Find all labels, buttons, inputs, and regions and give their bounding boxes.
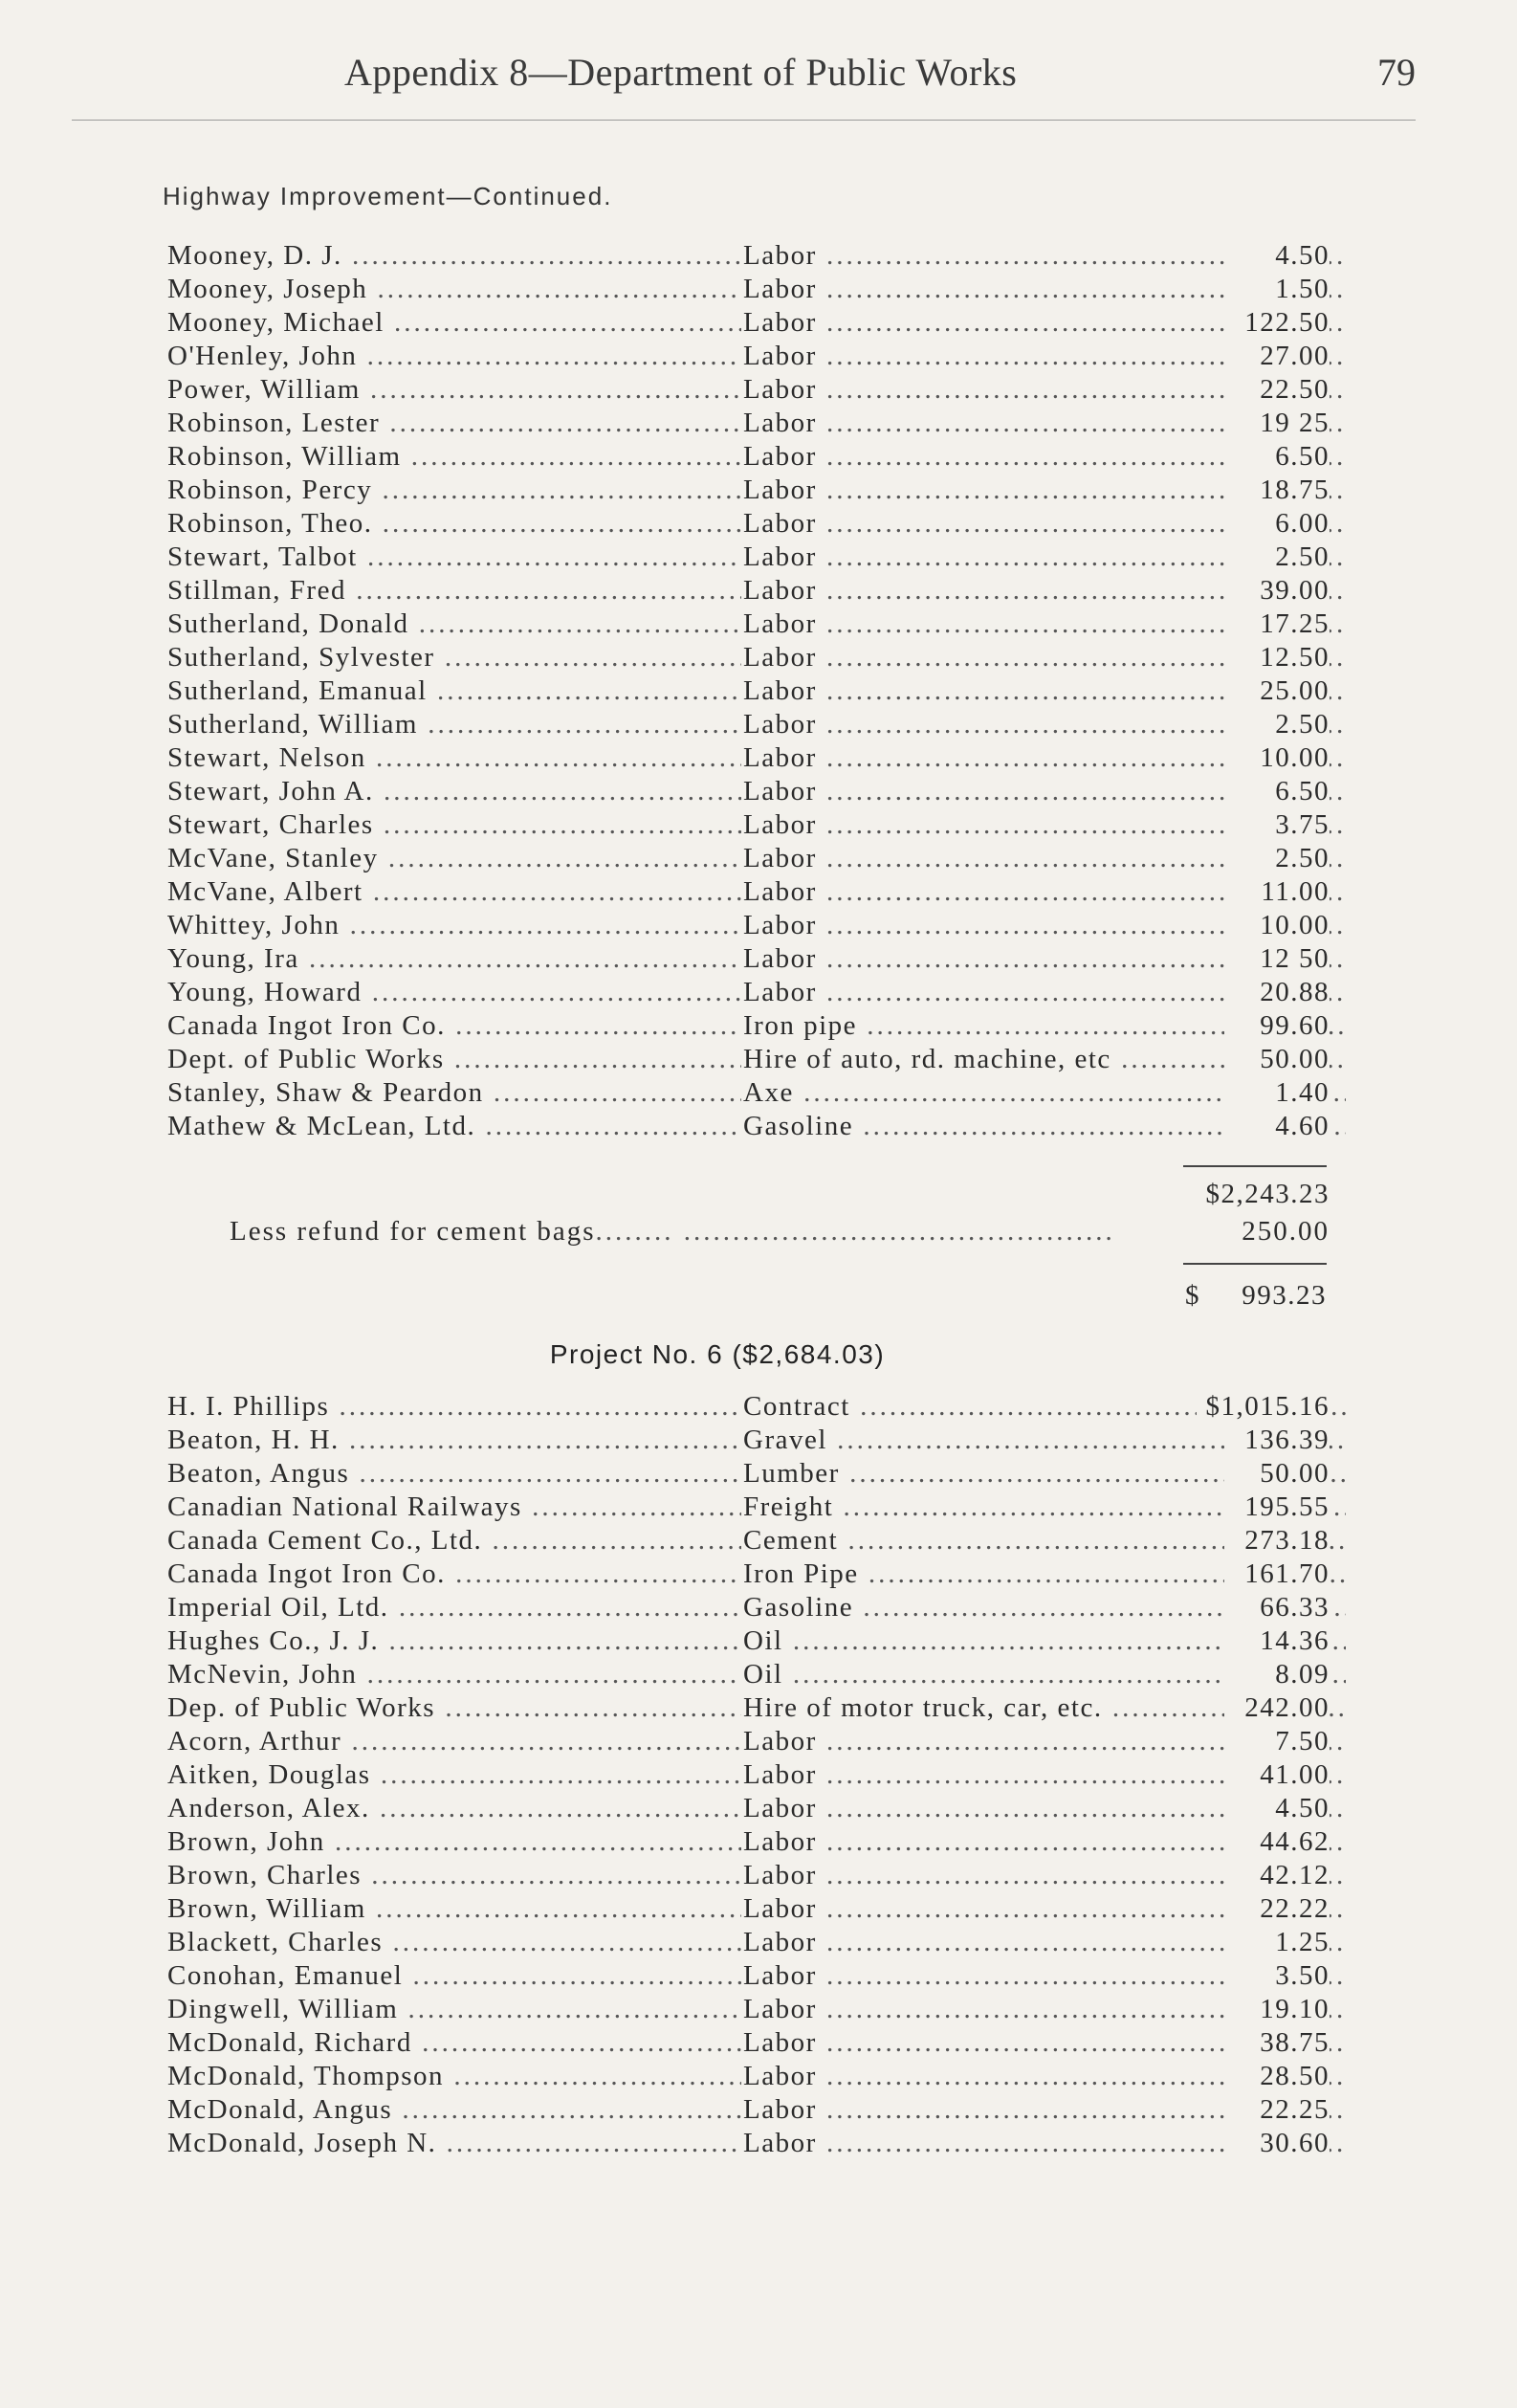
payee-name: Sutherland, Sylvester ..... bbox=[167, 641, 741, 674]
ledger-row bbox=[167, 1524, 1330, 1557]
expense-item: Labor ..... bbox=[741, 674, 1346, 708]
expense-item: Labor ..... bbox=[741, 976, 1346, 1009]
amount: 12.50 bbox=[1224, 641, 1330, 674]
amount: 10.00 bbox=[1224, 909, 1330, 942]
expense-item: Freight ..... bbox=[741, 1491, 1346, 1524]
ledger-row bbox=[167, 1591, 1330, 1624]
amount: 66.33 bbox=[1224, 1591, 1330, 1624]
expense-item: Labor ..... bbox=[741, 1792, 1346, 1825]
expense-item: Labor ..... bbox=[741, 340, 1346, 373]
expense-item: Labor ..... bbox=[741, 708, 1346, 741]
expense-item: Hire of auto, rd. machine, etc ..... bbox=[741, 1043, 1346, 1076]
expense-item: Labor ..... bbox=[741, 1825, 1346, 1859]
expense-item: Iron Pipe ..... bbox=[741, 1557, 1346, 1591]
payee-name: Mooney, Michael ..... bbox=[167, 306, 741, 340]
expense-item: Gasoline ..... bbox=[741, 1110, 1346, 1143]
ledger-row bbox=[167, 474, 1330, 507]
payee-name: McDonald, Joseph N. ..... bbox=[167, 2127, 741, 2160]
ledger-row bbox=[167, 875, 1330, 909]
amount: 12 50 bbox=[1224, 942, 1330, 976]
net-total bbox=[1183, 1279, 1327, 1313]
ledger-row bbox=[167, 608, 1330, 641]
amount: 11.00 bbox=[1224, 875, 1330, 909]
ledger-row bbox=[167, 273, 1330, 306]
amount: $1,015.16 bbox=[1197, 1390, 1330, 1424]
expense-item: Labor ..... bbox=[741, 574, 1346, 608]
expense-item: Labor ..... bbox=[741, 474, 1346, 507]
payee-name: Robinson, Theo. ..... bbox=[167, 507, 741, 541]
expense-item: Labor ..... bbox=[741, 1926, 1346, 1959]
amount: 2.50 bbox=[1224, 708, 1330, 741]
ledger-row bbox=[167, 1859, 1330, 1892]
ledger-row bbox=[167, 1725, 1330, 1758]
ledger-row bbox=[167, 1390, 1330, 1424]
continued-ledger bbox=[167, 239, 1330, 1143]
expense-item: Labor ..... bbox=[741, 2127, 1346, 2160]
section-heading: Highway Improvement—Continued. bbox=[163, 182, 613, 210]
amount: 4.60 bbox=[1224, 1110, 1330, 1143]
net-rule bbox=[1183, 1263, 1327, 1265]
ledger-row bbox=[167, 1993, 1330, 2026]
ledger-row bbox=[167, 741, 1330, 775]
payee-name: McDonald, Richard ..... bbox=[167, 2026, 741, 2060]
ledger-row bbox=[167, 1424, 1330, 1457]
ledger-row bbox=[167, 1457, 1330, 1491]
payee-name: Dingwell, William ..... bbox=[167, 1993, 741, 2026]
refund-amount: 250.00 bbox=[1232, 1215, 1330, 1248]
expense-item: Labor ..... bbox=[741, 909, 1346, 942]
ledger-row bbox=[167, 976, 1330, 1009]
payee-name: Mooney, Joseph ..... bbox=[167, 273, 741, 306]
expense-item: Gravel ..... bbox=[741, 1424, 1346, 1457]
expense-item: Labor ..... bbox=[741, 875, 1346, 909]
amount: 2.50 bbox=[1224, 541, 1330, 574]
amount: 25.00 bbox=[1224, 674, 1330, 708]
ledger-row bbox=[167, 674, 1330, 708]
ledger-row bbox=[167, 541, 1330, 574]
expense-item: Labor ..... bbox=[741, 239, 1346, 273]
expense-item: Labor ..... bbox=[741, 942, 1346, 976]
project-heading: Project No. 6 ($2,684.03) bbox=[549, 1339, 886, 1369]
amount: 22.25 bbox=[1224, 2093, 1330, 2127]
ledger-row bbox=[167, 808, 1330, 842]
amount: 42.12 bbox=[1224, 1859, 1330, 1892]
payee-name: Young, Ira ..... bbox=[167, 942, 741, 976]
header-rule bbox=[72, 120, 1416, 121]
amount: 17.25 bbox=[1224, 608, 1330, 641]
ledger-row bbox=[167, 1009, 1330, 1043]
amount: 161.70 bbox=[1224, 1557, 1330, 1591]
payee-name: Stewart, Talbot ..... bbox=[167, 541, 741, 574]
payee-name: Dep. of Public Works ..... bbox=[167, 1691, 741, 1725]
expense-item: Labor ..... bbox=[741, 1959, 1346, 1993]
ledger-row bbox=[167, 1557, 1330, 1591]
payee-name: Stillman, Fred ..... bbox=[167, 574, 741, 608]
ledger-row bbox=[167, 1658, 1330, 1691]
payee-name: Stewart, Nelson ..... bbox=[167, 741, 741, 775]
expense-item: Hire of motor truck, car, etc. ..... bbox=[741, 1691, 1346, 1725]
expense-item: Labor ..... bbox=[741, 1892, 1346, 1926]
payee-name: Acorn, Arthur ..... bbox=[167, 1725, 741, 1758]
payee-name: McNevin, John ..... bbox=[167, 1658, 741, 1691]
ledger-row bbox=[167, 440, 1330, 474]
ledger-row bbox=[167, 1491, 1330, 1524]
payee-name: Stanley, Shaw & Peardon ..... bbox=[167, 1076, 741, 1110]
amount: 6.50 bbox=[1224, 440, 1330, 474]
payee-name: Imperial Oil, Ltd. ..... bbox=[167, 1591, 741, 1624]
payee-name: Sutherland, William ..... bbox=[167, 708, 741, 741]
ledger-row bbox=[167, 1926, 1330, 1959]
expense-item: Labor ..... bbox=[741, 273, 1346, 306]
ledger-row bbox=[167, 1758, 1330, 1792]
gross-total: $2,243.23 bbox=[1205, 1179, 1330, 1209]
expense-item: Labor ..... bbox=[741, 741, 1346, 775]
payee-name: Power, William ..... bbox=[167, 373, 741, 407]
ledger-row bbox=[167, 842, 1330, 875]
amount: 44.62 bbox=[1224, 1825, 1330, 1859]
ledger-row bbox=[167, 1959, 1330, 1993]
payee-name: H. I. Phillips ..... bbox=[167, 1390, 741, 1424]
expense-item: Labor ..... bbox=[741, 608, 1346, 641]
refund-label: Less refund for cement bags ..... bbox=[230, 1215, 1186, 1248]
amount: 273.18 bbox=[1224, 1524, 1330, 1557]
payee-name: McDonald, Thompson ..... bbox=[167, 2060, 741, 2093]
ledger-row bbox=[167, 1043, 1330, 1076]
amount: 10.00 bbox=[1224, 741, 1330, 775]
amount: 195.55 bbox=[1224, 1491, 1330, 1524]
amount: 14.36 bbox=[1224, 1624, 1330, 1658]
expense-item: Labor ..... bbox=[741, 407, 1346, 440]
expense-item: Labor ..... bbox=[741, 842, 1346, 875]
payee-name: Stewart, Charles ..... bbox=[167, 808, 741, 842]
payee-name: Robinson, Lester ..... bbox=[167, 407, 741, 440]
expense-item: Lumber ..... bbox=[741, 1457, 1346, 1491]
ledger-row bbox=[167, 2060, 1330, 2093]
amount: 22.50 bbox=[1224, 373, 1330, 407]
amount: 8.09 bbox=[1224, 1658, 1330, 1691]
ledger-row bbox=[167, 373, 1330, 407]
payee-name: Brown, William ..... bbox=[167, 1892, 741, 1926]
ledger-row bbox=[167, 574, 1330, 608]
amount: 38.75 bbox=[1224, 2026, 1330, 2060]
amount: 39.00 bbox=[1224, 574, 1330, 608]
amount: 28.50 bbox=[1224, 2060, 1330, 2093]
ledger-row bbox=[167, 2093, 1330, 2127]
amount: 3.75 bbox=[1224, 808, 1330, 842]
ledger-row bbox=[167, 239, 1330, 273]
amount: 6.00 bbox=[1224, 507, 1330, 541]
ledger-row bbox=[167, 1892, 1330, 1926]
payee-name: McVane, Albert ..... bbox=[167, 875, 741, 909]
amount: 41.00 bbox=[1224, 1758, 1330, 1792]
ledger-row bbox=[167, 641, 1330, 674]
payee-name: Canada Cement Co., Ltd. ..... bbox=[167, 1524, 741, 1557]
payee-name: McVane, Stanley ..... bbox=[167, 842, 741, 875]
expense-item: Iron pipe ..... bbox=[741, 1009, 1346, 1043]
ledger-row bbox=[167, 507, 1330, 541]
amount: 242.00 bbox=[1224, 1691, 1330, 1725]
expense-item: Labor ..... bbox=[741, 541, 1346, 574]
payee-name: Canada Ingot Iron Co. ..... bbox=[167, 1009, 741, 1043]
ledger-row bbox=[167, 909, 1330, 942]
amount: 30.60 bbox=[1224, 2127, 1330, 2160]
amount: 2.50 bbox=[1224, 842, 1330, 875]
expense-item: Labor ..... bbox=[741, 2093, 1346, 2127]
expense-item: Labor ..... bbox=[741, 808, 1346, 842]
ledger-row bbox=[167, 1691, 1330, 1725]
payee-name: Blackett, Charles ..... bbox=[167, 1926, 741, 1959]
expense-item: Labor ..... bbox=[741, 641, 1346, 674]
amount: 20.88 bbox=[1224, 976, 1330, 1009]
payee-name: Canadian National Railways ..... bbox=[167, 1491, 741, 1524]
payee-name: Aitken, Douglas ..... bbox=[167, 1758, 741, 1792]
expense-item: Labor ..... bbox=[741, 2060, 1346, 2093]
payee-name: Mooney, D. J. ..... bbox=[167, 239, 741, 273]
amount: 18.75 bbox=[1224, 474, 1330, 507]
payee-name: Stewart, John A. ..... bbox=[167, 775, 741, 808]
ledger-row bbox=[167, 775, 1330, 808]
payee-name: Canada Ingot Iron Co. ..... bbox=[167, 1557, 741, 1591]
payee-name: Brown, Charles ..... bbox=[167, 1859, 741, 1892]
amount: 1.25 bbox=[1224, 1926, 1330, 1959]
amount: 22.22 bbox=[1224, 1892, 1330, 1926]
ledger-row bbox=[167, 1624, 1330, 1658]
amount: 1.50 bbox=[1224, 273, 1330, 306]
amount: 19.10 bbox=[1224, 1993, 1330, 2026]
amount: 99.60 bbox=[1224, 1009, 1330, 1043]
payee-name: O'Henley, John ..... bbox=[167, 340, 741, 373]
project-ledger bbox=[167, 1390, 1330, 2160]
expense-item: Labor ..... bbox=[741, 507, 1346, 541]
expense-item: Labor ..... bbox=[741, 1725, 1346, 1758]
amount: 19 25 bbox=[1224, 407, 1330, 440]
ledger-row bbox=[167, 340, 1330, 373]
amount: 4.50 bbox=[1224, 239, 1330, 273]
sum-rule bbox=[1183, 1165, 1327, 1167]
ledger-row bbox=[167, 306, 1330, 340]
payee-name: Beaton, H. H. ..... bbox=[167, 1424, 741, 1457]
expense-item: Gasoline ..... bbox=[741, 1591, 1346, 1624]
payee-name: Sutherland, Donald ..... bbox=[167, 608, 741, 641]
ledger-row bbox=[167, 708, 1330, 741]
expense-item: Labor ..... bbox=[741, 373, 1346, 407]
page-number: 79 bbox=[1377, 51, 1416, 94]
expense-item: Cement ..... bbox=[741, 1524, 1346, 1557]
payee-name: Robinson, Percy ..... bbox=[167, 474, 741, 507]
amount: 122.50 bbox=[1224, 306, 1330, 340]
payee-name: Brown, John ..... bbox=[167, 1825, 741, 1859]
running-header bbox=[153, 50, 1435, 107]
amount: 136.39 bbox=[1224, 1424, 1330, 1457]
ledger-row bbox=[167, 2127, 1330, 2160]
amount: 50.00 bbox=[1224, 1043, 1330, 1076]
expense-item: Contract ..... bbox=[741, 1390, 1346, 1424]
amount: 3.50 bbox=[1224, 1959, 1330, 1993]
expense-item: Labor ..... bbox=[741, 1859, 1346, 1892]
payee-name: Anderson, Alex. ..... bbox=[167, 1792, 741, 1825]
amount: 6.50 bbox=[1224, 775, 1330, 808]
amount: 27.00 bbox=[1224, 340, 1330, 373]
payee-name: Hughes Co., J. J. ..... bbox=[167, 1624, 741, 1658]
refund-row bbox=[230, 1215, 1330, 1248]
amount: 1.40 bbox=[1224, 1076, 1330, 1110]
expense-item: Oil ..... bbox=[741, 1658, 1346, 1691]
expense-item: Labor ..... bbox=[741, 775, 1346, 808]
payee-name: Dept. of Public Works ..... bbox=[167, 1043, 741, 1076]
payee-name: Mathew & McLean, Ltd. ..... bbox=[167, 1110, 741, 1143]
expense-item: Labor ..... bbox=[741, 1993, 1346, 2026]
payee-name: Young, Howard ..... bbox=[167, 976, 741, 1009]
net-amount: 993.23 bbox=[1242, 1280, 1327, 1311]
net-currency-symbol: $ bbox=[1185, 1280, 1200, 1311]
amount: 7.50 bbox=[1224, 1725, 1330, 1758]
amount: 4.50 bbox=[1224, 1792, 1330, 1825]
ledger-row bbox=[167, 1076, 1330, 1110]
payee-name: Conohan, Emanuel ..... bbox=[167, 1959, 741, 1993]
ledger-row bbox=[167, 2026, 1330, 2060]
running-title: Appendix 8—Department of Public Works bbox=[344, 51, 1018, 94]
expense-item: Labor ..... bbox=[741, 1758, 1346, 1792]
ledger-row bbox=[167, 1792, 1330, 1825]
ledger-row bbox=[167, 407, 1330, 440]
amount: 50.00 bbox=[1224, 1457, 1330, 1491]
expense-item: Labor ..... bbox=[741, 2026, 1346, 2060]
expense-item: Oil ..... bbox=[741, 1624, 1346, 1658]
payee-name: McDonald, Angus ..... bbox=[167, 2093, 741, 2127]
payee-name: Sutherland, Emanual ..... bbox=[167, 674, 741, 708]
expense-item: Labor ..... bbox=[741, 440, 1346, 474]
payee-name: Whittey, John ..... bbox=[167, 909, 741, 942]
ledger-row bbox=[167, 1110, 1330, 1143]
payee-name: Robinson, William ..... bbox=[167, 440, 741, 474]
ledger-row bbox=[167, 942, 1330, 976]
expense-item: Labor ..... bbox=[741, 306, 1346, 340]
expense-item: Axe ..... bbox=[741, 1076, 1346, 1110]
payee-name: Beaton, Angus ..... bbox=[167, 1457, 741, 1491]
ledger-row bbox=[167, 1825, 1330, 1859]
